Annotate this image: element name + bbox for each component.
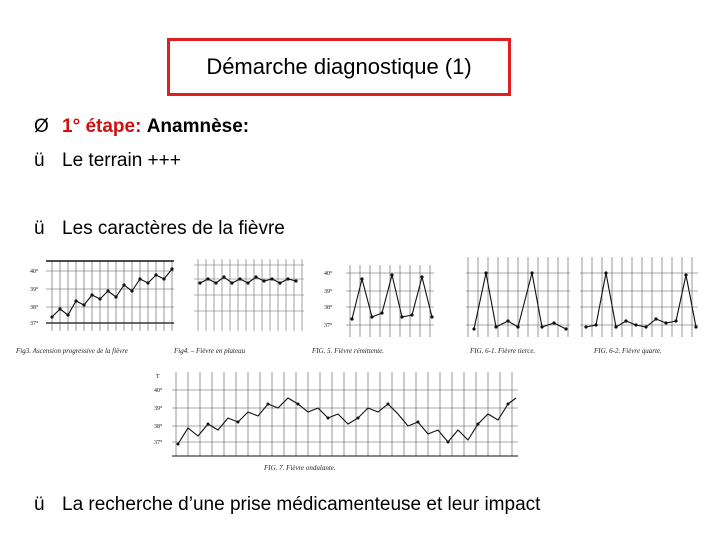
tick-label: T	[156, 374, 160, 380]
tick-label: 40°	[30, 269, 39, 275]
step-title: Anamnèse:	[146, 116, 250, 137]
bullet-medication	[34, 494, 540, 516]
bullet-text: Le terrain +++	[62, 150, 181, 171]
tick-label: 40°	[324, 271, 333, 277]
check-bullet-icon: ü	[34, 218, 45, 239]
fever-chart-tertian	[462, 255, 576, 359]
check-bullet-icon: ü	[34, 150, 45, 171]
figure-caption: FIG. 6-2. Fièvre quarte.	[594, 347, 662, 355]
bullet-fever-characteristics	[34, 218, 285, 240]
tick-label: 39°	[154, 406, 163, 412]
fever-chart-undulant	[148, 368, 524, 474]
slide-title-text: Démarche diagnostique (1)	[206, 54, 472, 79]
bullet-text: La recherche d’une prise médicamenteuse et leur impact	[62, 494, 541, 515]
tick-label: 39°	[324, 289, 333, 295]
tick-label: 38°	[30, 305, 39, 311]
figure-caption: Fig3. Ascension progressive de la fièvre	[16, 347, 128, 355]
step-label: 1° étape:	[62, 116, 142, 137]
bullet-terrain	[34, 150, 181, 172]
fever-chart-plateau	[166, 255, 308, 359]
fever-chart-remittent	[312, 255, 446, 359]
figure-caption: FIG. 5. Fièvre rémittente.	[312, 347, 385, 355]
figure-caption: Fig4. – Fièvre en plateau	[174, 347, 246, 355]
tick-label: 39°	[30, 287, 39, 293]
tick-label: 37°	[154, 440, 163, 446]
bullet-text: Les caractères de la fièvre	[62, 218, 285, 239]
slide-title	[167, 38, 511, 96]
figure-caption: FIG. 6-1. Fièvre tierce.	[470, 347, 536, 355]
figure-caption: FIG. 7. Fièvre ondulante.	[264, 464, 336, 472]
tick-label: 37°	[324, 323, 333, 329]
fever-chart-progressive	[16, 255, 180, 359]
tick-label: 38°	[154, 424, 163, 430]
fever-chart-quartan	[576, 255, 706, 359]
tick-label: 38°	[324, 305, 333, 311]
tick-label: 40°	[154, 388, 163, 394]
arrow-bullet-icon: Ø	[34, 116, 49, 137]
check-bullet-icon: ü	[34, 494, 45, 515]
bullet-step-one	[34, 116, 249, 138]
tick-label: 37°	[30, 321, 39, 327]
